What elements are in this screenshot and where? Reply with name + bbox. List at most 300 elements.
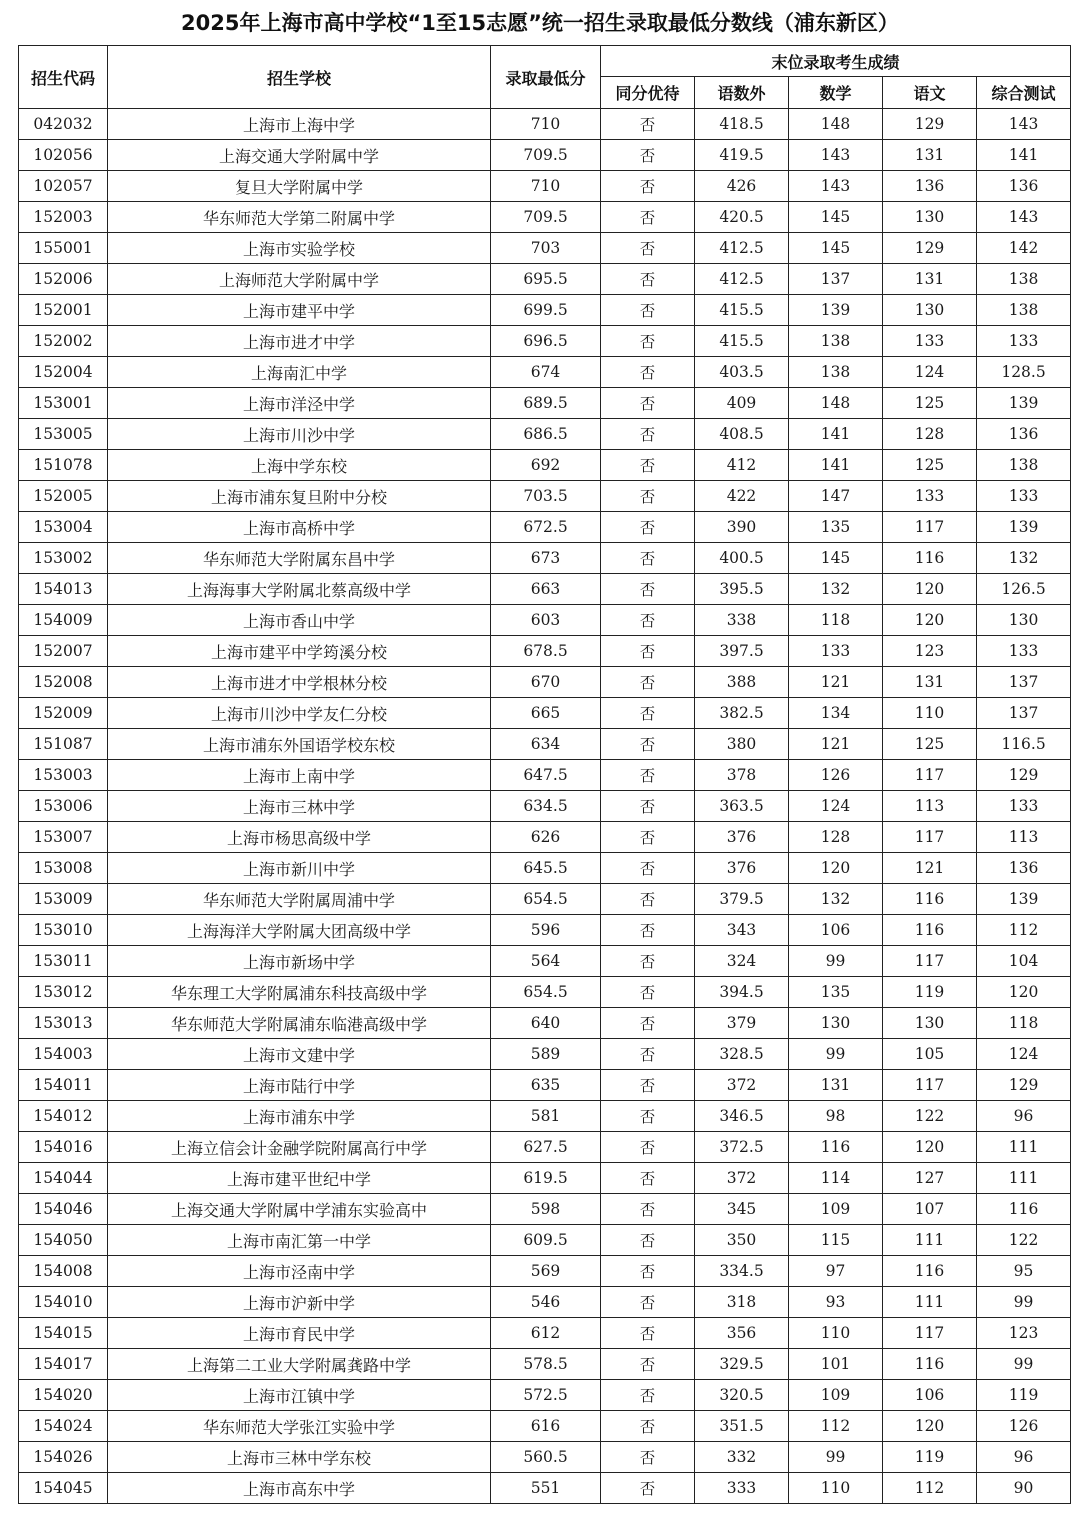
cell-yushuwai: 329.5 bbox=[695, 1349, 789, 1380]
cell-code: 154024 bbox=[19, 1411, 108, 1442]
cell-yushuwai: 415.5 bbox=[695, 326, 789, 357]
table-row bbox=[19, 1349, 1071, 1380]
cell-yushuwai: 346.5 bbox=[695, 1101, 789, 1132]
table-row bbox=[19, 481, 1071, 512]
cell-code: 152008 bbox=[19, 667, 108, 698]
cell-school: 上海市浦东中学 bbox=[108, 1101, 491, 1132]
cell-chinese: 131 bbox=[883, 140, 977, 171]
cell-min-score: 634 bbox=[491, 729, 601, 760]
cell-yushuwai: 328.5 bbox=[695, 1039, 789, 1070]
cell-min-score: 612 bbox=[491, 1318, 601, 1349]
cell-min-score: 564 bbox=[491, 946, 601, 977]
cell-chinese: 119 bbox=[883, 977, 977, 1008]
cell-code: 153011 bbox=[19, 946, 108, 977]
cell-math: 145 bbox=[789, 543, 883, 574]
cell-comprehensive: 128.5 bbox=[977, 357, 1071, 388]
cell-code: 153010 bbox=[19, 915, 108, 946]
cell-school: 华东理工大学附属浦东科技高级中学 bbox=[108, 977, 491, 1008]
table-row bbox=[19, 760, 1071, 791]
cell-code: 154008 bbox=[19, 1256, 108, 1287]
table-row bbox=[19, 1318, 1071, 1349]
table-row bbox=[19, 1473, 1071, 1504]
cell-math: 118 bbox=[789, 605, 883, 636]
cell-comprehensive: 130 bbox=[977, 605, 1071, 636]
table-row bbox=[19, 605, 1071, 636]
cell-yushuwai: 418.5 bbox=[695, 109, 789, 140]
cell-math: 143 bbox=[789, 140, 883, 171]
cell-tie: 否 bbox=[601, 512, 695, 543]
cell-school: 上海市建平中学筠溪分校 bbox=[108, 636, 491, 667]
cell-min-score: 654.5 bbox=[491, 977, 601, 1008]
cell-yushuwai: 376 bbox=[695, 822, 789, 853]
table-row bbox=[19, 1008, 1071, 1039]
cell-chinese: 131 bbox=[883, 667, 977, 698]
cell-yushuwai: 372.5 bbox=[695, 1132, 789, 1163]
cell-math: 148 bbox=[789, 109, 883, 140]
cell-math: 147 bbox=[789, 481, 883, 512]
cell-yushuwai: 334.5 bbox=[695, 1256, 789, 1287]
cell-yushuwai: 380 bbox=[695, 729, 789, 760]
cell-school: 上海市三林中学 bbox=[108, 791, 491, 822]
cell-chinese: 122 bbox=[883, 1101, 977, 1132]
cell-yushuwai: 390 bbox=[695, 512, 789, 543]
table-row bbox=[19, 853, 1071, 884]
cell-yushuwai: 394.5 bbox=[695, 977, 789, 1008]
cell-school: 华东师范大学附属东昌中学 bbox=[108, 543, 491, 574]
cell-math: 148 bbox=[789, 388, 883, 419]
cell-min-score: 709.5 bbox=[491, 140, 601, 171]
cell-math: 128 bbox=[789, 822, 883, 853]
cell-comprehensive: 123 bbox=[977, 1318, 1071, 1349]
cell-comprehensive: 116 bbox=[977, 1194, 1071, 1225]
cell-code: 152007 bbox=[19, 636, 108, 667]
cell-school: 上海市上海中学 bbox=[108, 109, 491, 140]
admission-score-table bbox=[18, 45, 1071, 1504]
cell-chinese: 112 bbox=[883, 1473, 977, 1504]
cell-chinese: 136 bbox=[883, 171, 977, 202]
cell-school: 上海市浦东复旦附中分校 bbox=[108, 481, 491, 512]
cell-chinese: 120 bbox=[883, 1132, 977, 1163]
cell-tie: 否 bbox=[601, 264, 695, 295]
cell-comprehensive: 122 bbox=[977, 1225, 1071, 1256]
cell-yushuwai: 412 bbox=[695, 450, 789, 481]
cell-comprehensive: 143 bbox=[977, 109, 1071, 140]
cell-min-score: 699.5 bbox=[491, 295, 601, 326]
cell-comprehensive: 138 bbox=[977, 295, 1071, 326]
cell-math: 141 bbox=[789, 450, 883, 481]
cell-tie: 否 bbox=[601, 574, 695, 605]
cell-chinese: 119 bbox=[883, 1442, 977, 1473]
cell-math: 132 bbox=[789, 574, 883, 605]
cell-min-score: 670 bbox=[491, 667, 601, 698]
cell-code: 153005 bbox=[19, 419, 108, 450]
cell-min-score: 692 bbox=[491, 450, 601, 481]
cell-school: 上海市香山中学 bbox=[108, 605, 491, 636]
cell-chinese: 120 bbox=[883, 605, 977, 636]
cell-tie: 否 bbox=[601, 605, 695, 636]
cell-yushuwai: 400.5 bbox=[695, 543, 789, 574]
cell-math: 121 bbox=[789, 667, 883, 698]
cell-tie: 否 bbox=[601, 1132, 695, 1163]
cell-tie: 否 bbox=[601, 1225, 695, 1256]
cell-school: 上海市南汇第一中学 bbox=[108, 1225, 491, 1256]
cell-min-score: 709.5 bbox=[491, 202, 601, 233]
table-row bbox=[19, 202, 1071, 233]
cell-tie: 否 bbox=[601, 822, 695, 853]
cell-code: 102056 bbox=[19, 140, 108, 171]
cell-tie: 否 bbox=[601, 1008, 695, 1039]
table-row bbox=[19, 295, 1071, 326]
cell-code: 153001 bbox=[19, 388, 108, 419]
cell-math: 145 bbox=[789, 202, 883, 233]
cell-chinese: 117 bbox=[883, 1318, 977, 1349]
table-row bbox=[19, 698, 1071, 729]
cell-code: 154045 bbox=[19, 1473, 108, 1504]
cell-min-score: 609.5 bbox=[491, 1225, 601, 1256]
cell-min-score: 674 bbox=[491, 357, 601, 388]
cell-yushuwai: 324 bbox=[695, 946, 789, 977]
cell-math: 139 bbox=[789, 295, 883, 326]
cell-math: 106 bbox=[789, 915, 883, 946]
cell-school: 上海市泾南中学 bbox=[108, 1256, 491, 1287]
cell-code: 153009 bbox=[19, 884, 108, 915]
cell-tie: 否 bbox=[601, 667, 695, 698]
cell-math: 99 bbox=[789, 1039, 883, 1070]
cell-math: 110 bbox=[789, 1473, 883, 1504]
cell-yushuwai: 318 bbox=[695, 1287, 789, 1318]
cell-comprehensive: 116.5 bbox=[977, 729, 1071, 760]
cell-min-score: 627.5 bbox=[491, 1132, 601, 1163]
cell-yushuwai: 378 bbox=[695, 760, 789, 791]
table-row bbox=[19, 1101, 1071, 1132]
cell-chinese: 128 bbox=[883, 419, 977, 450]
cell-school: 上海市高桥中学 bbox=[108, 512, 491, 543]
cell-comprehensive: 139 bbox=[977, 388, 1071, 419]
cell-tie: 否 bbox=[601, 1194, 695, 1225]
cell-min-score: 703.5 bbox=[491, 481, 601, 512]
cell-school: 华东师范大学第二附属中学 bbox=[108, 202, 491, 233]
cell-tie: 否 bbox=[601, 977, 695, 1008]
cell-code: 152003 bbox=[19, 202, 108, 233]
cell-math: 133 bbox=[789, 636, 883, 667]
table-row bbox=[19, 915, 1071, 946]
cell-school: 上海市实验学校 bbox=[108, 233, 491, 264]
table-row bbox=[19, 264, 1071, 295]
cell-min-score: 634.5 bbox=[491, 791, 601, 822]
cell-yushuwai: 382.5 bbox=[695, 698, 789, 729]
cell-min-score: 635 bbox=[491, 1070, 601, 1101]
table-row bbox=[19, 884, 1071, 915]
cell-min-score: 696.5 bbox=[491, 326, 601, 357]
cell-code: 153012 bbox=[19, 977, 108, 1008]
cell-tie: 否 bbox=[601, 853, 695, 884]
cell-yushuwai: 343 bbox=[695, 915, 789, 946]
cell-code: 152002 bbox=[19, 326, 108, 357]
cell-min-score: 626 bbox=[491, 822, 601, 853]
cell-school: 上海市高东中学 bbox=[108, 1473, 491, 1504]
cell-math: 115 bbox=[789, 1225, 883, 1256]
cell-min-score: 673 bbox=[491, 543, 601, 574]
cell-min-score: 645.5 bbox=[491, 853, 601, 884]
cell-min-score: 647.5 bbox=[491, 760, 601, 791]
cell-code: 154016 bbox=[19, 1132, 108, 1163]
cell-math: 141 bbox=[789, 419, 883, 450]
cell-school: 上海海事大学附属北蔡高级中学 bbox=[108, 574, 491, 605]
cell-yushuwai: 388 bbox=[695, 667, 789, 698]
cell-code: 153002 bbox=[19, 543, 108, 574]
header-comprehensive: 综合测试 bbox=[977, 77, 1071, 109]
table-row bbox=[19, 1194, 1071, 1225]
cell-tie: 否 bbox=[601, 791, 695, 822]
cell-code: 154015 bbox=[19, 1318, 108, 1349]
cell-yushuwai: 412.5 bbox=[695, 264, 789, 295]
table-row bbox=[19, 419, 1071, 450]
cell-tie: 否 bbox=[601, 1070, 695, 1101]
cell-chinese: 129 bbox=[883, 233, 977, 264]
cell-code: 151087 bbox=[19, 729, 108, 760]
cell-comprehensive: 111 bbox=[977, 1132, 1071, 1163]
cell-yushuwai: 345 bbox=[695, 1194, 789, 1225]
cell-tie: 否 bbox=[601, 1349, 695, 1380]
cell-chinese: 106 bbox=[883, 1380, 977, 1411]
cell-comprehensive: 141 bbox=[977, 140, 1071, 171]
cell-math: 120 bbox=[789, 853, 883, 884]
cell-chinese: 111 bbox=[883, 1225, 977, 1256]
cell-school: 上海市建平世纪中学 bbox=[108, 1163, 491, 1194]
cell-yushuwai: 379 bbox=[695, 1008, 789, 1039]
cell-min-score: 616 bbox=[491, 1411, 601, 1442]
cell-min-score: 703 bbox=[491, 233, 601, 264]
table-row bbox=[19, 357, 1071, 388]
cell-tie: 否 bbox=[601, 1473, 695, 1504]
cell-code: 151078 bbox=[19, 450, 108, 481]
cell-math: 138 bbox=[789, 357, 883, 388]
cell-school: 上海海洋大学附属大团高级中学 bbox=[108, 915, 491, 946]
cell-tie: 否 bbox=[601, 1101, 695, 1132]
cell-yushuwai: 422 bbox=[695, 481, 789, 512]
cell-yushuwai: 363.5 bbox=[695, 791, 789, 822]
cell-school: 华东师范大学附属周浦中学 bbox=[108, 884, 491, 915]
cell-chinese: 116 bbox=[883, 1256, 977, 1287]
cell-code: 042032 bbox=[19, 109, 108, 140]
cell-tie: 否 bbox=[601, 357, 695, 388]
cell-math: 143 bbox=[789, 171, 883, 202]
cell-math: 109 bbox=[789, 1380, 883, 1411]
cell-comprehensive: 136 bbox=[977, 171, 1071, 202]
cell-comprehensive: 96 bbox=[977, 1101, 1071, 1132]
cell-yushuwai: 379.5 bbox=[695, 884, 789, 915]
cell-yushuwai: 412.5 bbox=[695, 233, 789, 264]
cell-min-score: 581 bbox=[491, 1101, 601, 1132]
cell-school: 上海市沪新中学 bbox=[108, 1287, 491, 1318]
table-row bbox=[19, 1163, 1071, 1194]
cell-tie: 否 bbox=[601, 1318, 695, 1349]
cell-school: 上海市川沙中学友仁分校 bbox=[108, 698, 491, 729]
cell-min-score: 654.5 bbox=[491, 884, 601, 915]
cell-yushuwai: 372 bbox=[695, 1163, 789, 1194]
table-row bbox=[19, 171, 1071, 202]
cell-school: 上海市洋泾中学 bbox=[108, 388, 491, 419]
cell-math: 130 bbox=[789, 1008, 883, 1039]
table-row bbox=[19, 512, 1071, 543]
table-row bbox=[19, 1132, 1071, 1163]
cell-yushuwai: 350 bbox=[695, 1225, 789, 1256]
cell-comprehensive: 137 bbox=[977, 667, 1071, 698]
cell-tie: 否 bbox=[601, 202, 695, 233]
cell-tie: 否 bbox=[601, 171, 695, 202]
cell-min-score: 589 bbox=[491, 1039, 601, 1070]
cell-school: 上海市江镇中学 bbox=[108, 1380, 491, 1411]
cell-comprehensive: 118 bbox=[977, 1008, 1071, 1039]
cell-min-score: 572.5 bbox=[491, 1380, 601, 1411]
header-math: 数学 bbox=[789, 77, 883, 109]
cell-math: 135 bbox=[789, 977, 883, 1008]
cell-school: 上海师范大学附属中学 bbox=[108, 264, 491, 295]
cell-school: 上海中学东校 bbox=[108, 450, 491, 481]
cell-yushuwai: 351.5 bbox=[695, 1411, 789, 1442]
cell-tie: 否 bbox=[601, 109, 695, 140]
cell-tie: 否 bbox=[601, 419, 695, 450]
cell-min-score: 710 bbox=[491, 109, 601, 140]
cell-code: 152001 bbox=[19, 295, 108, 326]
cell-yushuwai: 333 bbox=[695, 1473, 789, 1504]
table-row bbox=[19, 574, 1071, 605]
cell-comprehensive: 112 bbox=[977, 915, 1071, 946]
cell-comprehensive: 96 bbox=[977, 1442, 1071, 1473]
table-row bbox=[19, 1287, 1071, 1318]
cell-code: 154017 bbox=[19, 1349, 108, 1380]
cell-comprehensive: 143 bbox=[977, 202, 1071, 233]
cell-math: 110 bbox=[789, 1318, 883, 1349]
header-tie-priority: 同分优待 bbox=[601, 77, 695, 109]
cell-comprehensive: 133 bbox=[977, 481, 1071, 512]
cell-tie: 否 bbox=[601, 1411, 695, 1442]
cell-code: 154013 bbox=[19, 574, 108, 605]
cell-yushuwai: 426 bbox=[695, 171, 789, 202]
cell-math: 112 bbox=[789, 1411, 883, 1442]
cell-code: 153013 bbox=[19, 1008, 108, 1039]
table-row bbox=[19, 729, 1071, 760]
cell-code: 152006 bbox=[19, 264, 108, 295]
cell-tie: 否 bbox=[601, 946, 695, 977]
cell-comprehensive: 126 bbox=[977, 1411, 1071, 1442]
cell-chinese: 117 bbox=[883, 512, 977, 543]
cell-min-score: 640 bbox=[491, 1008, 601, 1039]
cell-tie: 否 bbox=[601, 1287, 695, 1318]
cell-code: 154011 bbox=[19, 1070, 108, 1101]
cell-code: 152009 bbox=[19, 698, 108, 729]
cell-min-score: 598 bbox=[491, 1194, 601, 1225]
cell-min-score: 619.5 bbox=[491, 1163, 601, 1194]
cell-math: 135 bbox=[789, 512, 883, 543]
cell-yushuwai: 403.5 bbox=[695, 357, 789, 388]
cell-min-score: 551 bbox=[491, 1473, 601, 1504]
table-row bbox=[19, 1039, 1071, 1070]
header-min-score: 录取最低分 bbox=[491, 46, 601, 109]
cell-school: 上海市文建中学 bbox=[108, 1039, 491, 1070]
cell-comprehensive: 113 bbox=[977, 822, 1071, 853]
cell-yushuwai: 397.5 bbox=[695, 636, 789, 667]
cell-comprehensive: 142 bbox=[977, 233, 1071, 264]
cell-chinese: 117 bbox=[883, 946, 977, 977]
header-code: 招生代码 bbox=[19, 46, 108, 109]
cell-school: 上海市上南中学 bbox=[108, 760, 491, 791]
cell-min-score: 546 bbox=[491, 1287, 601, 1318]
cell-chinese: 107 bbox=[883, 1194, 977, 1225]
cell-tie: 否 bbox=[601, 543, 695, 574]
cell-tie: 否 bbox=[601, 760, 695, 791]
table-row bbox=[19, 109, 1071, 140]
cell-code: 153003 bbox=[19, 760, 108, 791]
cell-min-score: 678.5 bbox=[491, 636, 601, 667]
cell-code: 154044 bbox=[19, 1163, 108, 1194]
header-school: 招生学校 bbox=[108, 46, 491, 109]
cell-yushuwai: 408.5 bbox=[695, 419, 789, 450]
cell-chinese: 133 bbox=[883, 326, 977, 357]
cell-chinese: 124 bbox=[883, 357, 977, 388]
cell-school: 华东师范大学张江实验中学 bbox=[108, 1411, 491, 1442]
cell-yushuwai: 372 bbox=[695, 1070, 789, 1101]
cell-chinese: 116 bbox=[883, 1349, 977, 1380]
cell-min-score: 672.5 bbox=[491, 512, 601, 543]
table-row bbox=[19, 543, 1071, 574]
cell-chinese: 116 bbox=[883, 543, 977, 574]
cell-tie: 否 bbox=[601, 326, 695, 357]
cell-code: 154026 bbox=[19, 1442, 108, 1473]
cell-tie: 否 bbox=[601, 1039, 695, 1070]
cell-min-score: 665 bbox=[491, 698, 601, 729]
table-row bbox=[19, 233, 1071, 264]
cell-yushuwai: 376 bbox=[695, 853, 789, 884]
cell-min-score: 560.5 bbox=[491, 1442, 601, 1473]
cell-code: 154046 bbox=[19, 1194, 108, 1225]
cell-school: 上海市杨思高级中学 bbox=[108, 822, 491, 853]
table-row bbox=[19, 140, 1071, 171]
cell-min-score: 695.5 bbox=[491, 264, 601, 295]
cell-code: 154010 bbox=[19, 1287, 108, 1318]
table-row bbox=[19, 1256, 1071, 1287]
cell-code: 102057 bbox=[19, 171, 108, 202]
cell-comprehensive: 126.5 bbox=[977, 574, 1071, 605]
cell-school: 上海市川沙中学 bbox=[108, 419, 491, 450]
cell-code: 154050 bbox=[19, 1225, 108, 1256]
cell-chinese: 129 bbox=[883, 109, 977, 140]
cell-yushuwai: 320.5 bbox=[695, 1380, 789, 1411]
cell-chinese: 133 bbox=[883, 481, 977, 512]
cell-school: 上海市新场中学 bbox=[108, 946, 491, 977]
cell-comprehensive: 119 bbox=[977, 1380, 1071, 1411]
table-row bbox=[19, 667, 1071, 698]
cell-math: 116 bbox=[789, 1132, 883, 1163]
cell-tie: 否 bbox=[601, 295, 695, 326]
cell-tie: 否 bbox=[601, 884, 695, 915]
cell-comprehensive: 129 bbox=[977, 1070, 1071, 1101]
cell-school: 上海市新川中学 bbox=[108, 853, 491, 884]
cell-yushuwai: 338 bbox=[695, 605, 789, 636]
cell-yushuwai: 356 bbox=[695, 1318, 789, 1349]
cell-school: 上海市育民中学 bbox=[108, 1318, 491, 1349]
cell-tie: 否 bbox=[601, 481, 695, 512]
cell-school: 上海市进才中学 bbox=[108, 326, 491, 357]
cell-school: 上海交通大学附属中学 bbox=[108, 140, 491, 171]
cell-comprehensive: 139 bbox=[977, 884, 1071, 915]
cell-comprehensive: 120 bbox=[977, 977, 1071, 1008]
cell-math: 114 bbox=[789, 1163, 883, 1194]
cell-tie: 否 bbox=[601, 698, 695, 729]
cell-math: 99 bbox=[789, 1442, 883, 1473]
cell-math: 138 bbox=[789, 326, 883, 357]
cell-school: 上海南汇中学 bbox=[108, 357, 491, 388]
